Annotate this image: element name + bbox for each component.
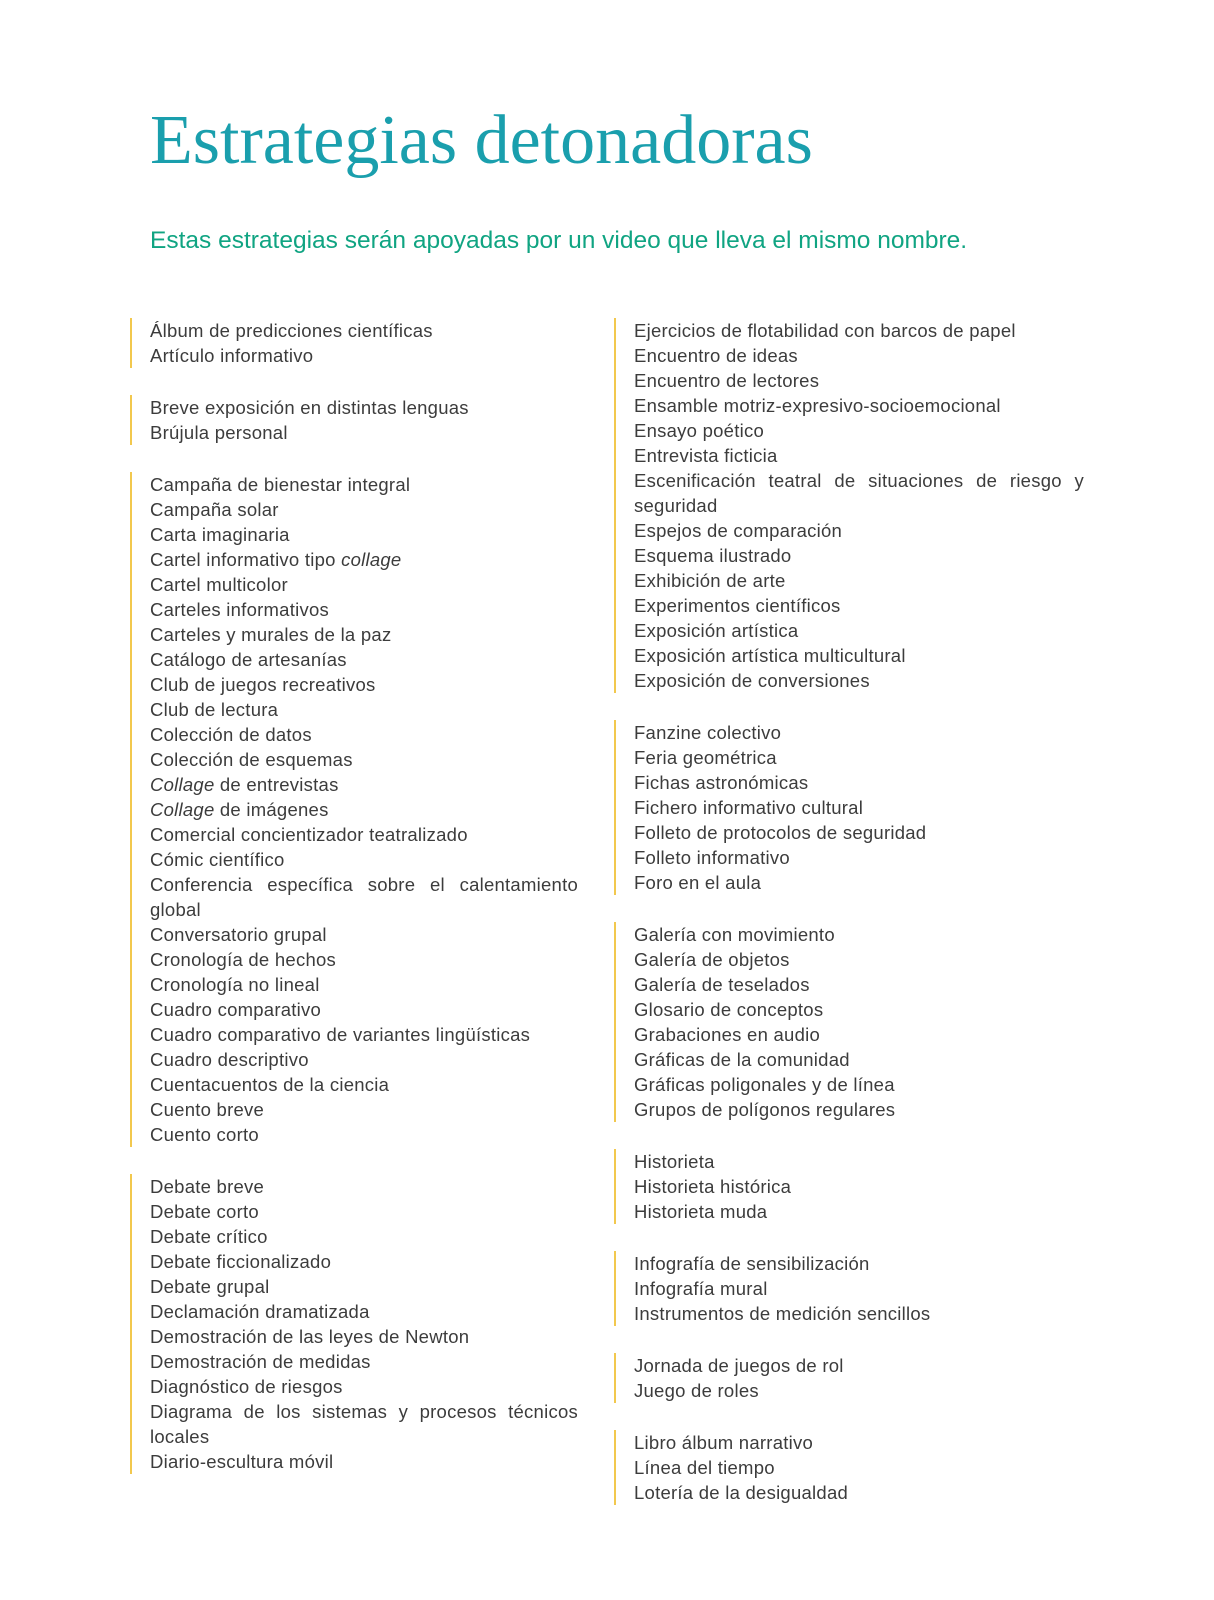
strategy-item: Espejos de comparación — [634, 520, 843, 541]
strategy-item: Cronología no lineal — [150, 974, 320, 995]
strategy-item: Ensayo poético — [634, 420, 765, 441]
strategy-group — [614, 1430, 1084, 1505]
strategy-group — [614, 1353, 1084, 1403]
strategy-item: Folleto de protocolos de seguridad — [634, 822, 927, 843]
strategy-item: Club de lectura — [150, 699, 279, 720]
strategy-item: Historieta histórica — [634, 1176, 792, 1197]
strategy-item: Escenificación teatral de situaciones de riesgo y seguridad — [634, 470, 1084, 516]
strategy-item: Colección de datos — [150, 724, 312, 745]
strategy-item: Conversatorio grupal — [150, 924, 327, 945]
strategy-item: Lotería de la desigualdad — [634, 1482, 849, 1503]
strategy-item: Diario-escultura móvil — [150, 1451, 334, 1472]
strategies-column-left — [130, 318, 578, 1501]
strategy-item: Comercial concientizador teatralizado — [150, 824, 468, 845]
strategy-item: Cuento corto — [150, 1124, 259, 1145]
strategy-item: Galería con movimiento — [634, 924, 835, 945]
strategy-item: Debate breve — [150, 1176, 265, 1197]
strategy-item: Encuentro de lectores — [634, 370, 820, 391]
strategy-item: Debate crítico — [150, 1226, 268, 1247]
strategy-item: Historieta muda — [634, 1201, 768, 1222]
strategy-item: Debate corto — [150, 1201, 259, 1222]
strategy-item: Ensamble motriz-expresivo-socioemocional — [634, 395, 1001, 416]
strategy-item: Entrevista ficticia — [634, 445, 778, 466]
strategy-item: Foro en el aula — [634, 872, 762, 893]
strategy-item: Cuentacuentos de la ciencia — [150, 1074, 390, 1095]
strategy-item: Infografía mural — [634, 1278, 768, 1299]
strategy-item: Cuadro comparativo de variantes lingüísticas — [150, 1024, 531, 1045]
strategy-item: Diagnóstico de riesgos — [150, 1376, 343, 1397]
strategies-column-right — [614, 318, 1084, 1532]
strategy-item: Gráficas poligonales y de línea — [634, 1074, 895, 1095]
strategy-item: Fichero informativo cultural — [634, 797, 864, 818]
strategy-item: Galería de teselados — [634, 974, 810, 995]
strategy-item: Catálogo de artesanías — [150, 649, 347, 670]
strategy-item: Esquema ilustrado — [634, 545, 792, 566]
page-subtitle: Estas estrategias serán apoyadas por un video que lleva el mismo nombre. — [150, 227, 968, 254]
strategy-item: Demostración de las leyes de Newton — [150, 1326, 470, 1347]
strategy-item: Juego de roles — [634, 1380, 759, 1401]
strategy-item: Colección de esquemas — [150, 749, 353, 770]
strategy-item: Galería de objetos — [634, 949, 790, 970]
strategy-item: Declamación dramatizada — [150, 1301, 370, 1322]
strategy-item: Cuento breve — [150, 1099, 265, 1120]
strategy-item: Álbum de predicciones científicas — [150, 320, 433, 341]
strategy-item: Cartel informativo tipo collage — [150, 549, 402, 570]
strategy-item: Grabaciones en audio — [634, 1024, 821, 1045]
strategy-item: Historieta — [634, 1151, 715, 1172]
strategy-item: Línea del tiempo — [634, 1457, 775, 1478]
strategy-item: Breve exposición en distintas lenguas — [150, 397, 469, 418]
strategy-item: Artículo informativo — [150, 345, 314, 366]
strategy-item: Conferencia específica sobre el calentamiento global — [150, 874, 578, 920]
strategy-item: Glosario de conceptos — [634, 999, 824, 1020]
strategy-item: Encuentro de ideas — [634, 345, 798, 366]
strategy-item: Ejercicios de flotabilidad con barcos de papel — [634, 320, 1016, 341]
strategy-item: Brújula personal — [150, 422, 288, 443]
strategy-group — [614, 318, 1084, 693]
strategy-item: Cuadro comparativo — [150, 999, 322, 1020]
strategy-item: Diagrama de los sistemas y procesos técnicos locales — [150, 1401, 578, 1447]
strategy-item: Exposición de conversiones — [634, 670, 870, 691]
strategy-item: Collage de imágenes — [150, 799, 329, 820]
strategy-item: Instrumentos de medición sencillos — [634, 1303, 931, 1324]
strategy-item: Cuadro descriptivo — [150, 1049, 309, 1070]
strategy-item: Infografía de sensibilización — [634, 1253, 870, 1274]
strategy-group — [614, 720, 1084, 895]
strategy-group — [614, 922, 1084, 1122]
strategy-item: Debate grupal — [150, 1276, 270, 1297]
strategy-item: Fanzine colectivo — [634, 722, 782, 743]
strategy-item: Carta imaginaria — [150, 524, 290, 545]
strategy-item: Folleto informativo — [634, 847, 790, 868]
strategy-item: Cartel multicolor — [150, 574, 288, 595]
strategy-group — [130, 1174, 578, 1474]
strategy-group — [130, 472, 578, 1147]
strategy-item: Cómic científico — [150, 849, 285, 870]
strategy-group — [614, 1149, 1084, 1224]
strategy-item: Jornada de juegos de rol — [634, 1355, 844, 1376]
strategy-item: Campaña de bienestar integral — [150, 474, 411, 495]
strategy-item: Gráficas de la comunidad — [634, 1049, 850, 1070]
strategy-item: Campaña solar — [150, 499, 279, 520]
strategy-item: Exposición artística — [634, 620, 799, 641]
strategy-item: Cronología de hechos — [150, 949, 337, 970]
strategy-item: Debate ficcionalizado — [150, 1251, 332, 1272]
strategy-item: Exposición artística multicultural — [634, 645, 906, 666]
strategy-item: Fichas astronómicas — [634, 772, 809, 793]
strategy-item: Libro álbum narrativo — [634, 1432, 814, 1453]
strategy-item: Carteles informativos — [150, 599, 330, 620]
strategy-item: Carteles y murales de la paz — [150, 624, 392, 645]
strategy-item: Exhibición de arte — [634, 570, 786, 591]
strategy-item: Collage de entrevistas — [150, 774, 339, 795]
strategy-item: Grupos de polígonos regulares — [634, 1099, 896, 1120]
strategy-item: Feria geométrica — [634, 747, 777, 768]
strategy-group — [130, 395, 578, 445]
strategy-group — [130, 318, 578, 368]
strategy-group — [614, 1251, 1084, 1326]
strategy-item: Demostración de medidas — [150, 1351, 371, 1372]
strategy-item: Club de juegos recreativos — [150, 674, 376, 695]
strategy-item: Experimentos científicos — [634, 595, 841, 616]
page-title: Estrategias detonadoras — [150, 102, 813, 179]
